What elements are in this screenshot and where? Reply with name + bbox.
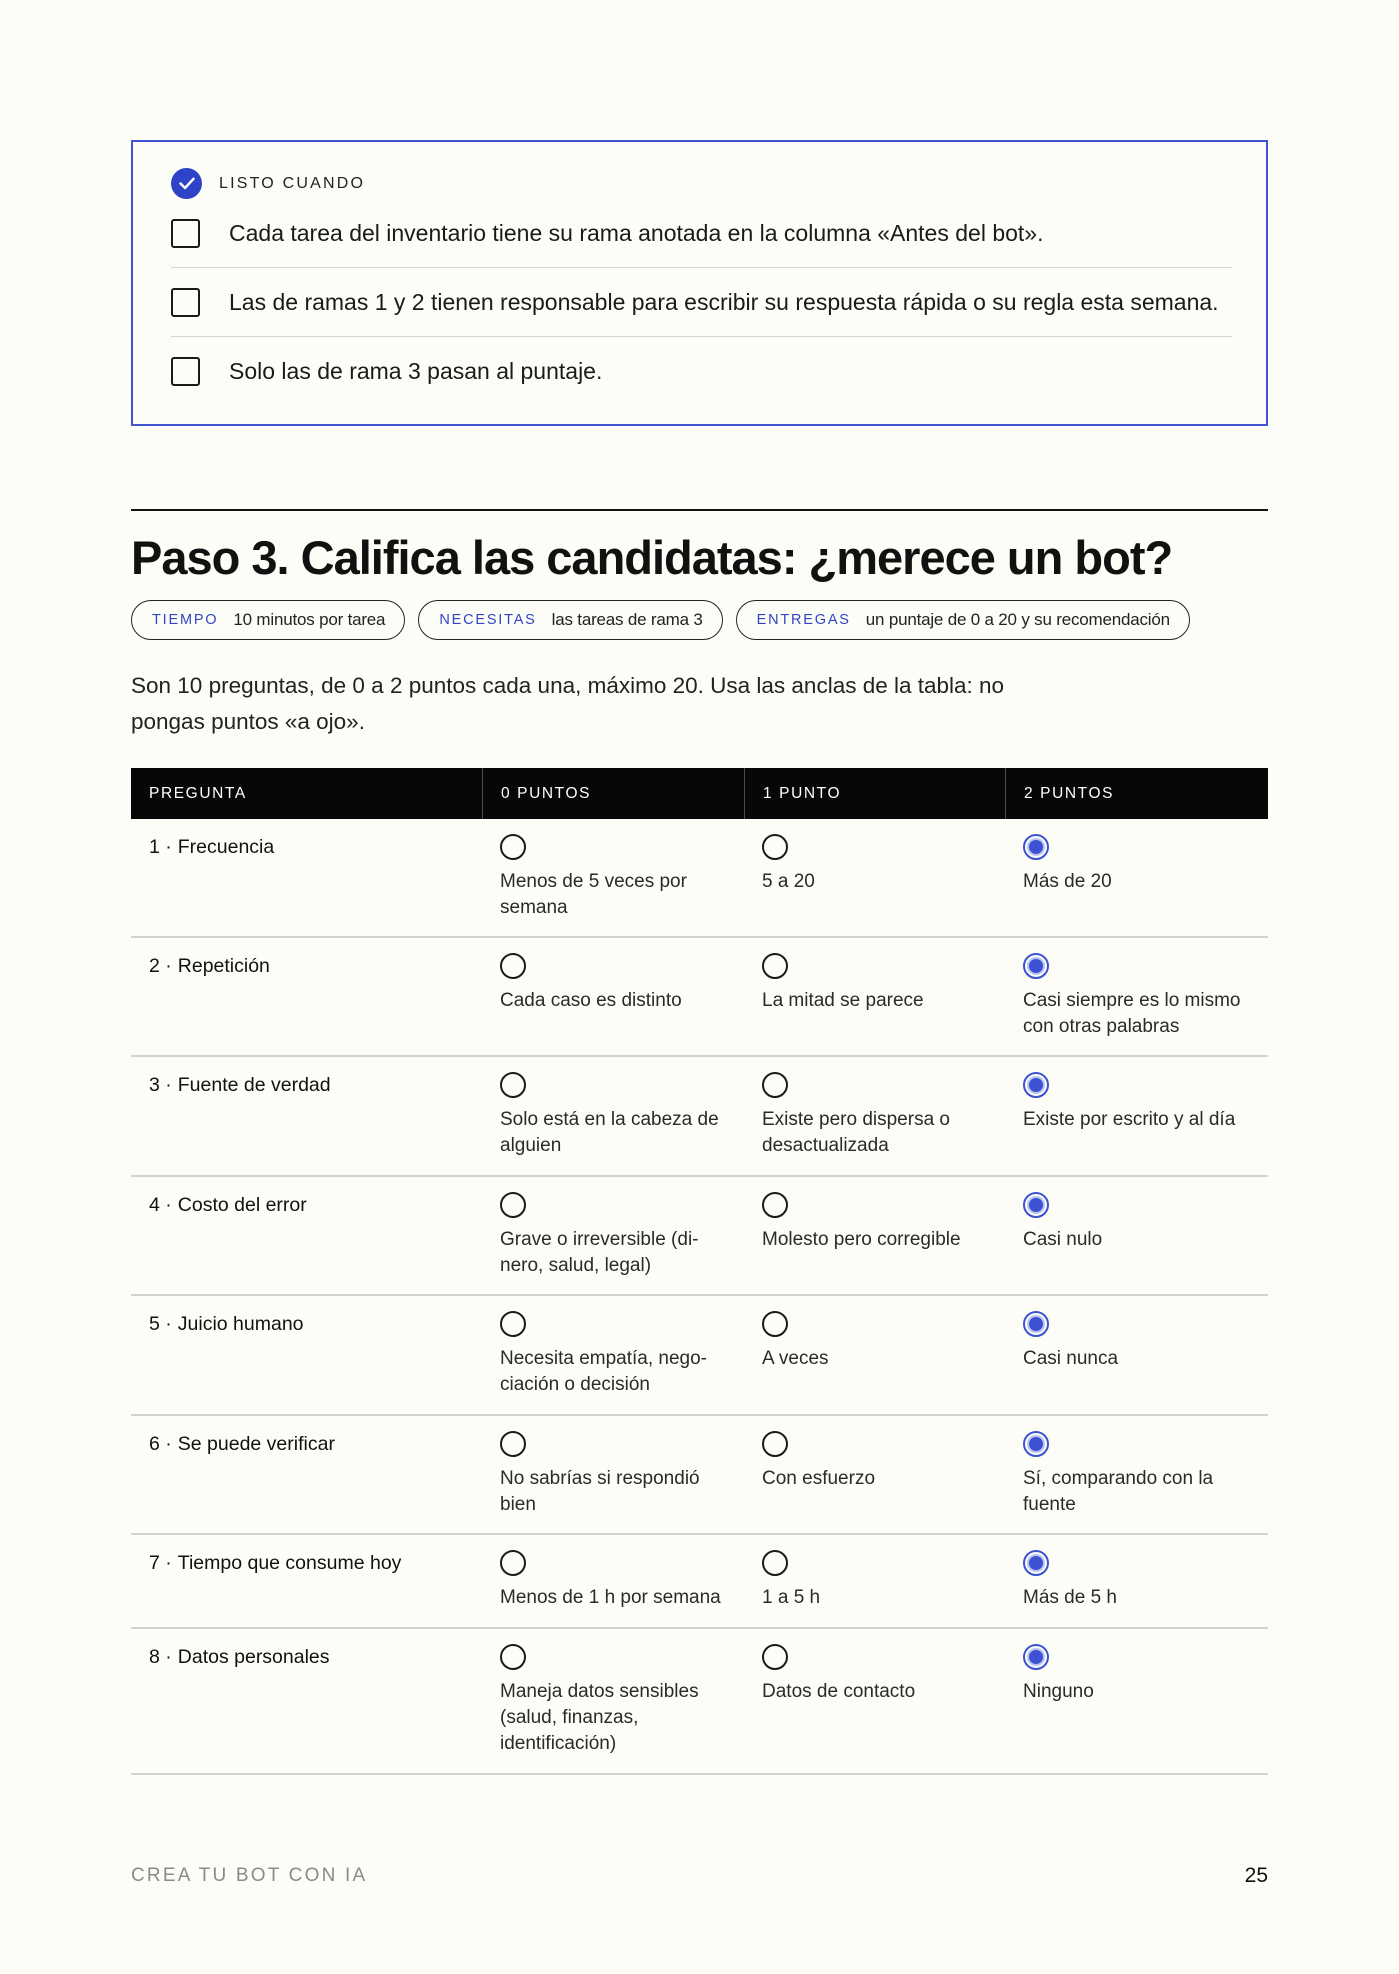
pill-value: 10 minutos por tarea — [233, 610, 386, 629]
radio-button[interactable] — [762, 1431, 788, 1457]
radio-button[interactable] — [762, 1072, 788, 1098]
radio-button[interactable] — [762, 1550, 788, 1576]
option-cell-2-points — [1005, 938, 1268, 1055]
option-text: Casi nunca — [1023, 1348, 1119, 1369]
radio-button[interactable] — [500, 1311, 526, 1337]
option-text: Existe por escrito y al día — [1023, 1109, 1236, 1130]
radio-selected[interactable] — [1023, 953, 1049, 979]
column-header-2-points: 2 PUNTOS — [1005, 768, 1268, 819]
option-text: Más de 20 — [1023, 871, 1112, 892]
done-criteria-card — [131, 140, 1268, 426]
option-text: Datos de contacto — [762, 1681, 916, 1702]
done-item-text: Cada tarea del inventario tiene su rama anotada en la columna «Antes del bot». — [229, 219, 1044, 246]
question-number: 8 · — [149, 1646, 172, 1668]
pill-tag: ENTREGAS — [756, 612, 851, 628]
table-row — [131, 819, 1268, 938]
option-text: A veces — [762, 1348, 829, 1369]
radio-button[interactable] — [500, 1431, 526, 1457]
table-row — [131, 1057, 1268, 1177]
question-cell — [131, 938, 482, 1055]
table-row — [131, 938, 1268, 1057]
option-text: La mitad se parece — [762, 990, 924, 1011]
page-number: 25 — [1244, 1864, 1268, 1887]
question-number: 3 · — [149, 1074, 172, 1096]
question-cell — [131, 819, 482, 936]
radio-button[interactable] — [500, 1192, 526, 1218]
step-intro: Son 10 preguntas, de 0 a 2 puntos cada una, máximo 20. Usa las anclas de la tabla: no pongas puntos «a ojo». — [131, 673, 1005, 734]
checkbox[interactable] — [171, 357, 200, 386]
table-row — [131, 1535, 1268, 1629]
option-text: Sí, comparando con la fuente — [1023, 1468, 1214, 1515]
radio-selected[interactable] — [1023, 1644, 1049, 1670]
option-text: Cada caso es distinto — [500, 990, 682, 1011]
question-label: Costo del error — [177, 1194, 307, 1216]
radio-button[interactable] — [500, 1072, 526, 1098]
pill-tag: NECESITAS — [439, 612, 537, 628]
question-cell — [131, 1535, 482, 1627]
radio-button[interactable] — [762, 1311, 788, 1337]
radio-selected[interactable] — [1023, 834, 1049, 860]
scoring-table — [131, 768, 1268, 1775]
question-label: Tiempo que consume hoy — [177, 1552, 402, 1574]
option-cell-0-points — [482, 938, 744, 1055]
question-number: 5 · — [149, 1313, 172, 1335]
done-item — [171, 268, 1232, 337]
option-text: Ninguno — [1023, 1681, 1094, 1702]
radio-selected[interactable] — [1023, 1192, 1049, 1218]
radio-button[interactable] — [500, 953, 526, 979]
radio-button[interactable] — [762, 953, 788, 979]
option-text: Menos de 1 h por semana — [500, 1587, 721, 1608]
done-item-text: Las de ramas 1 y 2 tienen responsable para escribir su respuesta rápida o su regla esta semana. — [229, 288, 1219, 315]
option-cell-1-points — [744, 1535, 1005, 1627]
question-number: 4 · — [149, 1194, 172, 1216]
option-text: 5 a 20 — [762, 871, 815, 892]
radio-button[interactable] — [500, 1550, 526, 1576]
radio-button[interactable] — [762, 1644, 788, 1670]
option-cell-2-points — [1005, 819, 1268, 936]
option-text: Maneja datos sensibles (salud, finanzas, identificación) — [500, 1681, 699, 1754]
option-text: Más de 5 h — [1023, 1587, 1117, 1608]
table-header-row — [131, 768, 1268, 819]
radio-selected[interactable] — [1023, 1072, 1049, 1098]
question-cell — [131, 1416, 482, 1533]
question-cell — [131, 1296, 482, 1414]
pill-value: un puntaje de 0 a 20 y su recomendación — [865, 610, 1170, 629]
question-label: Repetición — [177, 955, 270, 977]
option-cell-1-points — [744, 1177, 1005, 1294]
option-cell-2-points — [1005, 1416, 1268, 1533]
table-row — [131, 1296, 1268, 1416]
option-text: Molesto pero corregible — [762, 1229, 961, 1250]
done-criteria-header — [171, 168, 365, 199]
option-text: Menos de 5 veces por semana — [500, 871, 687, 918]
column-header-question: PREGUNTA — [149, 784, 247, 802]
option-cell-2-points — [1005, 1535, 1268, 1627]
option-cell-0-points — [482, 1416, 744, 1533]
radio-button[interactable] — [762, 834, 788, 860]
question-cell — [131, 1057, 482, 1175]
option-cell-2-points — [1005, 1296, 1268, 1414]
radio-selected[interactable] — [1023, 1550, 1049, 1576]
option-text: No sabrías si respondió bien — [500, 1468, 700, 1515]
option-text: Con esfuerzo — [762, 1468, 876, 1489]
option-cell-2-points — [1005, 1057, 1268, 1175]
pill-value: las tareas de rama 3 — [551, 610, 703, 629]
question-label: Se puede verificar — [177, 1433, 335, 1455]
option-text: 1 a 5 h — [762, 1587, 821, 1608]
table-row — [131, 1416, 1268, 1535]
option-cell-0-points — [482, 1535, 744, 1627]
option-cell-0-points — [482, 819, 744, 936]
question-label: Fuente de verdad — [177, 1074, 331, 1096]
question-cell — [131, 1629, 482, 1773]
checkbox[interactable] — [171, 219, 200, 248]
step-title: Paso 3. Califica las candidatas: ¿merece un bot? — [131, 531, 1173, 584]
footer-book-title: CREA TU BOT CON IA — [131, 1865, 368, 1886]
option-cell-1-points — [744, 1057, 1005, 1175]
question-label: Datos personales — [177, 1646, 330, 1668]
table-row — [131, 1629, 1268, 1775]
option-cell-1-points — [744, 819, 1005, 936]
option-text: Grave o irreversible (di-nero, salud, legal) — [500, 1229, 699, 1276]
option-text: Existe pero dispersa o desactualizada — [762, 1109, 950, 1156]
done-item — [171, 199, 1232, 268]
done-item-text: Solo las de rama 3 pasan al puntaje. — [229, 358, 603, 384]
question-number: 2 · — [149, 955, 172, 977]
pill-necesitas — [418, 600, 722, 640]
question-number: 6 · — [149, 1433, 172, 1455]
pill-entregas — [736, 600, 1190, 640]
pill-tiempo — [131, 600, 405, 640]
option-cell-1-points — [744, 938, 1005, 1055]
question-number: 7 · — [149, 1552, 172, 1574]
checkbox[interactable] — [171, 288, 200, 317]
option-cell-0-points — [482, 1177, 744, 1294]
question-cell — [131, 1177, 482, 1294]
option-text: Solo está en la cabeza de alguien — [500, 1109, 719, 1156]
section-divider — [131, 509, 1268, 511]
option-cell-0-points — [482, 1629, 744, 1773]
column-header-1-point: 1 PUNTO — [744, 768, 1005, 819]
option-text: Casi siempre es lo mismo con otras palabras — [1023, 990, 1241, 1037]
option-cell-1-points — [744, 1629, 1005, 1773]
radio-selected[interactable] — [1023, 1311, 1049, 1337]
option-text: Casi nulo — [1023, 1229, 1103, 1250]
done-item — [171, 337, 1232, 406]
radio-button[interactable] — [762, 1192, 788, 1218]
column-header-0-points: 0 PUNTOS — [482, 768, 744, 819]
option-cell-2-points — [1005, 1629, 1268, 1773]
question-label: Frecuencia — [177, 836, 275, 858]
question-label: Juicio humano — [177, 1313, 304, 1335]
option-cell-2-points — [1005, 1177, 1268, 1294]
check-circle-icon — [171, 168, 202, 199]
option-cell-1-points — [744, 1416, 1005, 1533]
done-criteria-label: LISTO CUANDO — [219, 174, 366, 192]
radio-selected[interactable] — [1023, 1431, 1049, 1457]
radio-button[interactable] — [500, 1644, 526, 1670]
pill-tag: TIEMPO — [152, 612, 219, 628]
option-cell-0-points — [482, 1296, 744, 1414]
table-body — [131, 819, 1268, 1775]
option-cell-0-points — [482, 1057, 744, 1175]
step-meta-pills — [131, 600, 1190, 640]
question-number: 1 · — [149, 836, 172, 858]
option-text: Necesita empatía, nego-ciación o decisión — [500, 1348, 708, 1395]
radio-button[interactable] — [500, 834, 526, 860]
table-row — [131, 1177, 1268, 1296]
option-cell-1-points — [744, 1296, 1005, 1414]
